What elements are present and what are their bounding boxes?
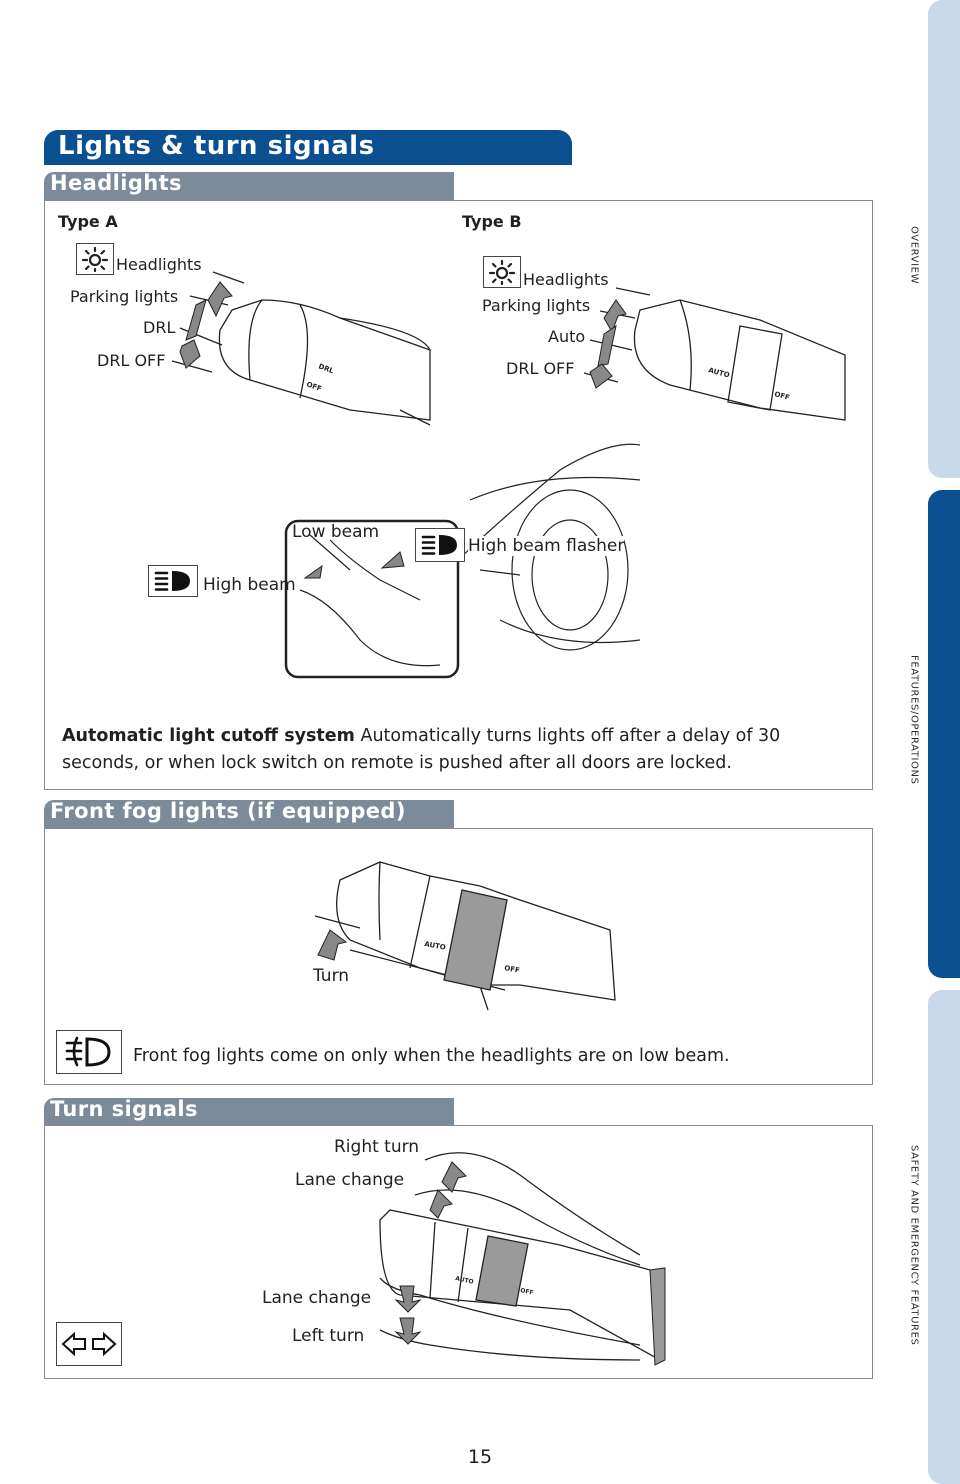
right-turn-label: Right turn (334, 1137, 420, 1157)
type-b-auto-mark: AUTO (707, 366, 731, 380)
page-title: Lights & turn signals (58, 131, 375, 161)
type-a-label-drl-off: DRL OFF (97, 351, 166, 370)
type-b-label-parking: Parking lights (482, 296, 591, 315)
fog-note: Front fog lights come on only when the headlights are on low beam. (133, 1046, 730, 1066)
page-number: 15 (467, 1446, 493, 1468)
fog-heading: Front fog lights (if equipped) (50, 799, 406, 823)
type-a-title: Type A (58, 212, 118, 231)
lane-change-down-label: Lane change (262, 1288, 372, 1308)
turn-signal-arrows-icon (61, 1331, 117, 1357)
type-b-label-drl-off: DRL OFF (506, 359, 575, 378)
fog-auto-mark: AUTO (423, 940, 447, 952)
type-a-label-headlights: Headlights (116, 255, 202, 274)
type-b-label-headlights: Headlights (523, 270, 609, 289)
type-b-title: Type B (462, 212, 522, 231)
type-b-off-mark: OFF (773, 390, 791, 402)
side-label-overview: OVERVIEW (908, 225, 920, 285)
fog-off-mark: OFF (503, 964, 521, 975)
type-a-drl-mark: DRL (317, 362, 335, 376)
fog-turn-label: Turn (313, 966, 350, 986)
turn-heading: Turn signals (50, 1097, 198, 1121)
low-beam-label: Low beam (292, 522, 380, 542)
auto-cutoff-title: Automatic light cutoff system (62, 726, 355, 746)
left-turn-label: Left turn (292, 1326, 365, 1346)
high-beam-label: High beam (203, 575, 296, 595)
high-beam-flasher-label: High beam flasher (468, 536, 625, 556)
auto-cutoff-desc: Automatically turns lights off after a delay of 30 seconds, or when lock switch on remote is pushed after all doors are locked. (62, 726, 781, 773)
side-label-features: FEATURES/OPERATIONS (908, 655, 920, 785)
headlights-heading: Headlights (50, 171, 182, 195)
turn-auto-mark: AUTO (454, 1275, 475, 1286)
type-a-off-mark: OFF (305, 380, 323, 394)
turn-off-mark: OFF (519, 1287, 535, 1297)
side-label-safety: SAFETY AND EMERGENCY FEATURES (908, 1144, 920, 1346)
lane-change-up-label: Lane change (295, 1170, 405, 1190)
type-a-label-drl: DRL (143, 318, 176, 337)
type-a-label-parking: Parking lights (70, 287, 179, 306)
type-b-label-auto: Auto (548, 327, 586, 346)
turn-signal-icon-box (56, 1322, 122, 1366)
